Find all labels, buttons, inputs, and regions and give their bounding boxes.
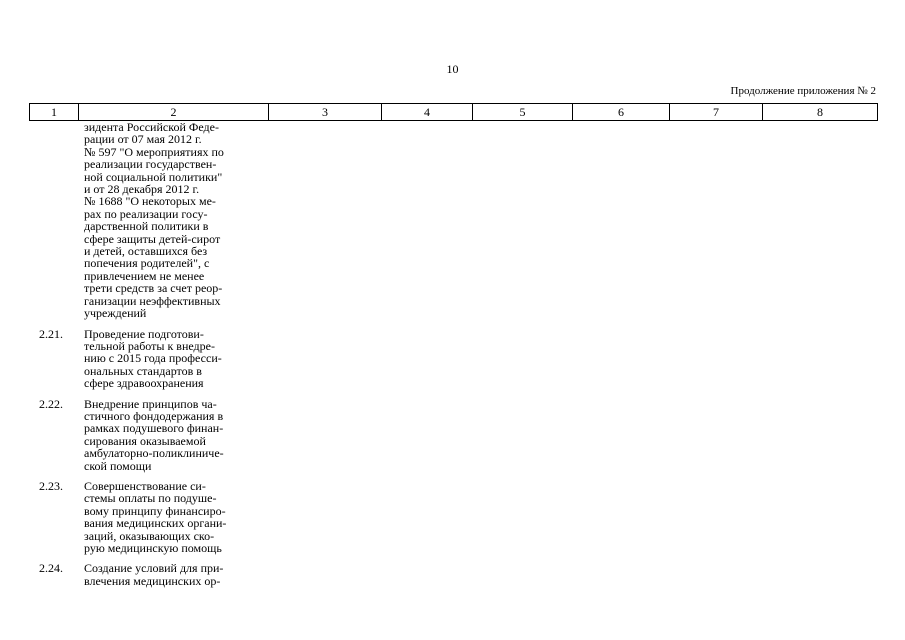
text-line: рую медицинскую помощь	[84, 541, 222, 555]
text-line: ональных стандартов в	[84, 363, 202, 378]
text-line: вания медицинских органи-	[84, 516, 227, 531]
text-line: ской помощи	[84, 458, 152, 473]
text-line: учреждений	[84, 306, 147, 321]
text-line: Создание условий для при-	[84, 561, 224, 576]
row-text	[84, 480, 270, 554]
text-line: влечения медицинских ор-	[84, 573, 221, 588]
column-header-cell: 1	[30, 104, 79, 121]
column-header-cell: 3	[269, 104, 382, 121]
text-line: реализации государствен-	[84, 157, 217, 172]
text-line: Проведение подготови-	[84, 326, 204, 341]
text-line: сирования оказываемой	[84, 433, 206, 448]
text-line: привлечением не менее	[84, 268, 205, 283]
table-row	[29, 121, 877, 320]
text-line: № 597 "О мероприятиях по	[84, 144, 224, 159]
column-header-cell: 7	[670, 104, 763, 121]
row-text	[84, 398, 270, 472]
text-line: № 1688 "О некоторых ме-	[84, 194, 216, 209]
text-line: ганизации неэффективных	[84, 293, 221, 308]
text-line: рамках подушевого финан-	[84, 421, 224, 436]
text-line: дарственной политики в	[84, 219, 209, 234]
column-header-cell: 5	[473, 104, 573, 121]
column-header-cell: 4	[382, 104, 473, 121]
text-line: попечения родителей", с	[84, 256, 210, 271]
text-line: сфере здравоохранения	[84, 376, 204, 391]
column-header-row	[30, 104, 878, 121]
row-number: 2.21.	[39, 326, 63, 341]
row-text	[84, 562, 270, 587]
column-header-table	[29, 103, 878, 121]
table-body	[29, 121, 877, 587]
text-line: стичного фондодержания в	[84, 408, 224, 423]
text-line: рации от 07 мая 2012 г.	[84, 132, 202, 147]
text-line: Совершенствование си-	[84, 478, 206, 493]
text-line: амбулаторно-поликлиниче-	[84, 446, 224, 461]
text-line: тельной работы к внедре-	[84, 338, 215, 353]
row-number: 2.23.	[39, 478, 63, 493]
table-row	[29, 328, 877, 390]
text-line: заций, оказывающих ско-	[84, 528, 215, 543]
row-number: 2.22.	[39, 396, 63, 411]
text-line: нию с 2015 года професси-	[84, 351, 222, 366]
text-line: ной социальной политики"	[84, 169, 223, 184]
table-row	[29, 398, 877, 472]
table-row	[29, 480, 877, 554]
text-line: и от 28 декабря 2012 г.	[84, 182, 200, 197]
text-line: стемы оплаты по подуше-	[84, 491, 217, 506]
text-line: вому принципу финансиро-	[84, 503, 226, 518]
text-line: и детей, оставшихся без	[84, 244, 208, 259]
text-line: трети средств за счет реор-	[84, 281, 223, 296]
row-text	[84, 328, 270, 390]
table-row	[29, 562, 877, 587]
page-number: 10	[446, 62, 459, 76]
column-header-cell: 6	[573, 104, 670, 121]
continuation-label: Продолжение приложения № 2	[730, 85, 876, 97]
text-line: Внедрение принципов ча-	[84, 396, 217, 411]
text-line: рах по реализации госу-	[84, 206, 208, 221]
column-header-cell: 8	[763, 104, 878, 121]
column-header-cell: 2	[79, 104, 269, 121]
row-number: 2.24.	[39, 561, 63, 576]
text-line: сфере защиты детей-сирот	[84, 231, 221, 246]
text-line: зидента Российской Феде-	[84, 120, 219, 134]
row-text	[84, 121, 270, 320]
